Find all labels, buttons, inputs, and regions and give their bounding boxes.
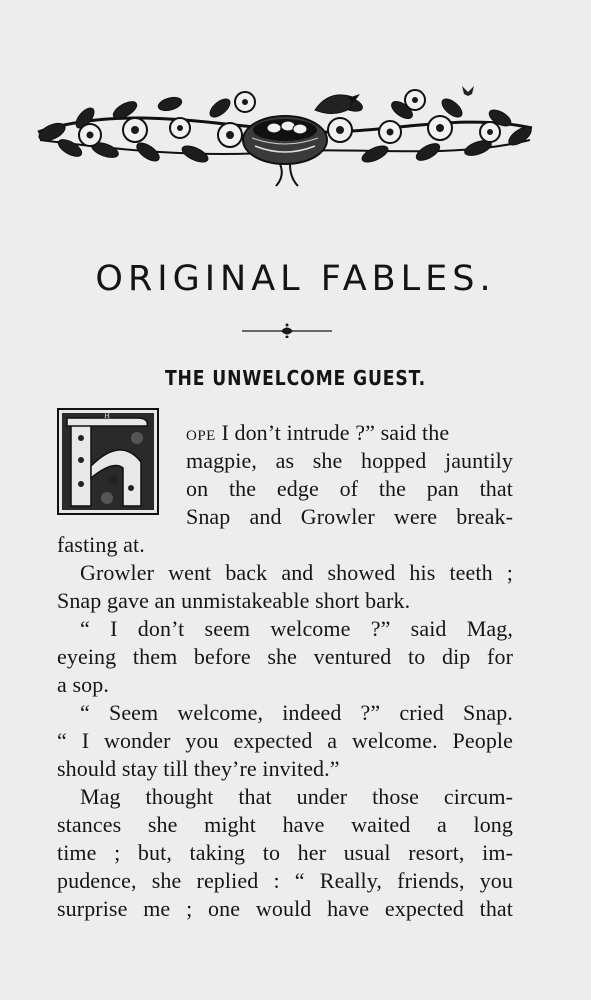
story-title: THE UNWELCOME GUEST.: [164, 366, 427, 390]
text-line: “ Seem welcome, indeed ?” cried Snap.: [80, 700, 513, 725]
text-line: time ; but, taking to her usual resort, im-: [57, 840, 513, 865]
text-line: should stay till they’re invited.”: [57, 756, 340, 781]
text-line: Growler went back and showed his teeth ;: [80, 560, 513, 585]
text-line: OPE I don’t intrude ?” said the: [186, 420, 450, 445]
book-title: ORIGINAL FABLES.: [95, 259, 496, 299]
text-line: fasting at.: [57, 532, 145, 557]
text-line: Mag thought that under those circum-: [80, 784, 513, 809]
text-line: Snap gave an unmistakeable short bark.: [57, 588, 411, 613]
text-line: stances she might have waited a long: [57, 812, 513, 837]
text-line: a sop.: [57, 672, 109, 697]
drop-cap-rest: OPE: [186, 428, 216, 444]
text-line: on the edge of the pan that: [186, 476, 513, 501]
text-line: pudence, she replied : “ Really, friends, you: [57, 868, 513, 893]
text-line: eyeing them before she ventured to dip for: [57, 644, 513, 669]
text-line: “ I don’t seem welcome ?” said Mag,: [80, 616, 513, 641]
text-line: surprise me ; one would have expected that: [57, 896, 513, 921]
text-line: Snap and Growler were break-: [186, 504, 513, 529]
ornamental-divider: [242, 322, 332, 338]
decorated-initial-h: [57, 408, 159, 515]
text-line: magpie, as she hopped jauntily: [186, 448, 513, 473]
initial-letter: H: [103, 412, 111, 420]
text-line: “ I wonder you expected a welcome. People: [57, 728, 513, 753]
floral-headpiece-illustration: [30, 80, 540, 190]
